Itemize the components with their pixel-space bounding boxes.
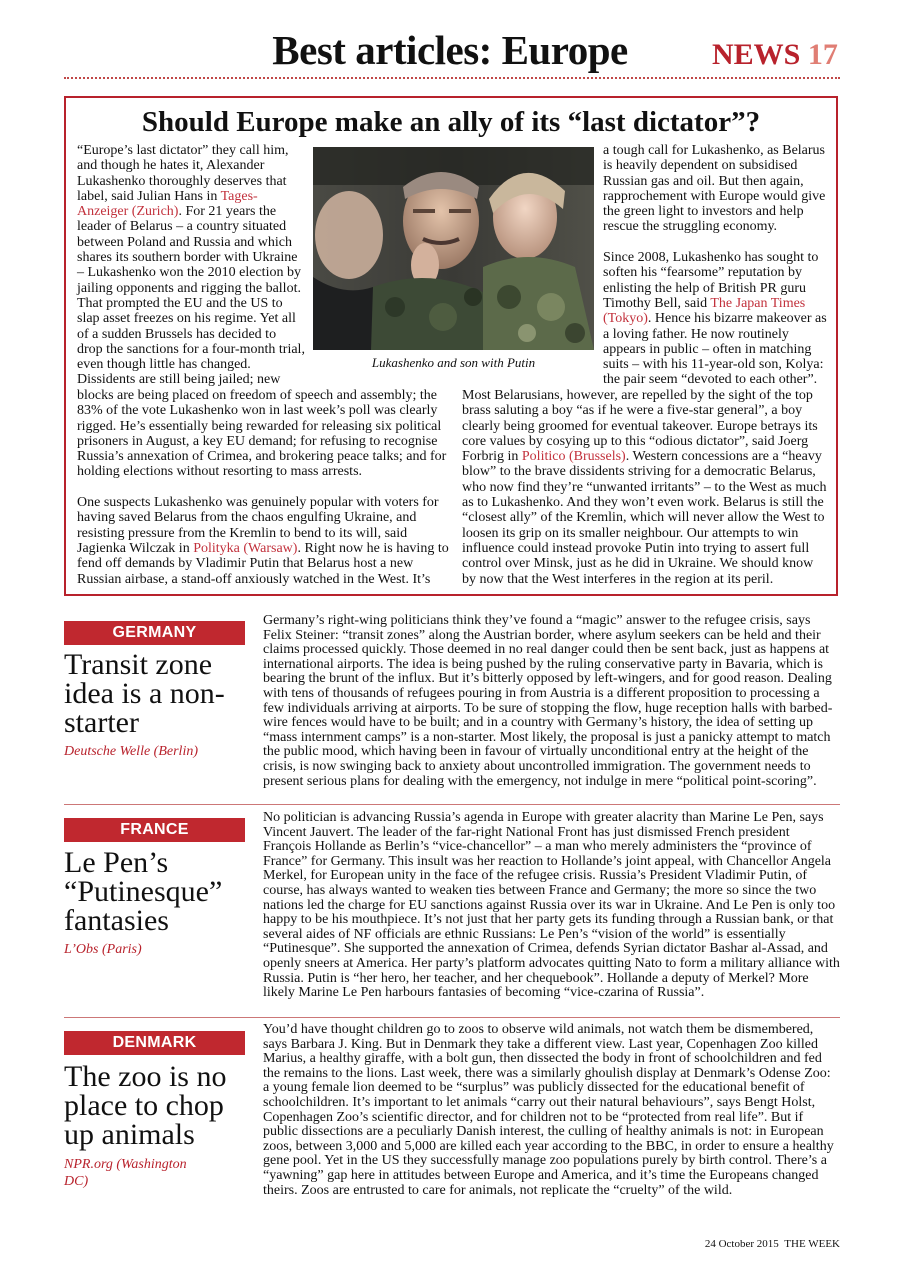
paragraph: blocks are being placed on freedom of speech and assembly; the 83% of the vote Lukashenko won in last week’s poll was clearly rigged. He’s essentially being rewarded for releasing six political prisoners in August, a key EU demand; for refusing to recognise Russia’s annexation of Crimea, and brokering peace talks; and for holding elections without resorting to mass arrests. [77, 388, 447, 480]
paragraph: a tough call for Lukashenko, as Belarus is heavily dependent on subsidised Russian gas and oil. But then again, rapprochement with Europe would give the green light to investors and help rescue the struggling economy. [603, 143, 826, 235]
feature-lower-left [77, 388, 452, 587]
section-body: You’d have thought children go to zoos to observe wild animals, not watch them be dismembered, says Barbara J. King. But in Denmark they take a different view. Last year, Copenhagen Zoo killed Marius, a healthy giraffe, with a bolt gun, then dissected the body in front of schoolchildren and fed the remains to the lions. Last week, there was a similarly ghoulish display at Denmark’s Odense Zoo: a young female lion deemed to be “surplus” was publicly dissected for the educational benefit of schoolchildren. It’s important to let animals “carry out their natural behaviours”, says Bengt Holst, Copenhagen Zoo’s scientific director, and for children not to be “protected from real life”. But if public dissections are a peculiarly Danish interest, the culling of healthy animals is not: in European zoos, between 3,000 and 5,000 are killed each year according to the BBC, in order to ensure a healthy gene pool. Yet in the US they successfully manage zoo populations purely by birth control. There’s a “yawning” gap here in attitudes between Europe and America, and it’s time the Europeans changed theirs. Zoos are entrusted to care for animals, not replicate the “cruelty” of the wild. [263, 1022, 834, 1198]
section-label [712, 38, 838, 72]
text-run: . For 21 years the leader of Belarus – a country situated between Poland and Russia and which shares its southern border with Ukraine – Lukashenko won the 2010 election by jailing opponents and rigging the ballot. That prompted the EU and the US to slap asset freezes on his regime. Yet all of a sudden Brussels has decided to drop the sanctions for a four-month trial, even though little has changed. Dissidents are still being jailed; new [77, 204, 305, 388]
section-body: Germany’s right-wing politicians think they’ve found a “magic” answer to the refugee crisis, says Felix Steiner: “transit zones” along the Austrian border, where asylum seekers can be held and their claims processed quickly. Those deemed in no real danger could then be sent back, just as happens at international airports. The idea is being pushed by the ruling conservative party in Bavaria, which is bearing the brunt of the influx. But it’s bitterly opposed by left-wingers, and for good reason. Dealing with tens of thousands of refugees pouring in from Austria is a different proposition to processing a few individuals arriving at airports. To be sure of stopping the flow, huge reception halls with barbed-wire fences would have to be built; and in a country with Germany’s history, the idea of setting up “mass internment camps” is a non-starter. Most likely, the proposal is just a panicky attempt to match the public mood, which having been in favour of virtually unconditional entry at the height of the crisis, is now swinging back to anxiety about uncontrolled immigration. The government needs to present serious plans for dealing with the emergency, not indulge in mere “political point-scoring”. [263, 613, 833, 789]
source-link[interactable]: Politico (Brussels) [521, 449, 626, 465]
header-divider [64, 77, 840, 79]
page-number: 17 [807, 38, 838, 71]
country-tag: FRANCE [64, 818, 245, 842]
section-divider [64, 1017, 840, 1018]
text-run: . Hence his bizarre makeover as a loving father. He now routinely appears in public – often in matching suits – with his 11-year-old son, Kolya: the pair seem “devoted to each other”. [603, 311, 827, 388]
country-tag: GERMANY [64, 621, 245, 645]
section-source: Deutsche Welle (Berlin) [64, 744, 198, 759]
source-link[interactable]: Polityka (Warsaw) [193, 540, 298, 556]
section-headline: Transit zone idea is a non-starter [64, 648, 225, 739]
page-title: Best articles: Europe [272, 27, 628, 73]
feature-photo [313, 147, 594, 350]
section-body: No politician is advancing Russia’s agenda in Europe with greater alacrity than Marine Le Pen, says Vincent Jauvert. The leader of the far-right National Front has just dismissed French president François Hollande as Berlin’s “vice-chancellor” – a man who merely administers the “province of France” for Germany. This insult was her reaction to Hollande’s joint appeal, with Chancellor Angela Merkel, for European unity in the face of the refugee crisis. Russia’s President Vladimir Putin, of course, has always wanted to weaken ties between France and Germany; the more so since the two nations led the charge for EU sanctions against Russia over its war in Ukraine. And Le Pen is only too happy to be his mouthpiece. It’s not just that her party gets its funding through a Russian bank, or that several aides of NF officials are ethnic Russians: Le Pen’s “vision of the world” is essentially “Putinesque”. She supported the annexation of Crimea, defends Syrian dictator Bashar al-Assad, and openly sneers at America. Her party’s platform advocates quitting Nato to form a military alliance with Russia. Putin is “her hero, her teacher, and her chequebook”. Hollande a deputy of Merkel? More likely Marine Le Pen harbours fantasies of becoming “vice-czarina of Russia”. [263, 810, 840, 1001]
feature-column-left [77, 143, 305, 388]
text-run: Most Belarusians, however, are repelled by the sight of the top brass saluting a boy “as if he were a five-star general”, a boy clearly being groomed for eventual takeover. Europe betrays its core values by cosying up to this “odious dictator”, said Joerg Forbrig in [462, 388, 818, 465]
source-link[interactable]: Tages-Anzeiger (Zurich) [77, 188, 258, 220]
feature-lower-right [462, 388, 829, 587]
section-divider [64, 804, 840, 805]
text-run: “Europe’s last dictator” they call him, and though he hates it, Alexander Lukashenko thoroughly deserves that label, said Julian Hans in [77, 143, 289, 204]
page-footer [680, 1237, 840, 1251]
feature-title: Should Europe make an ally of its “last dictator”? [141, 106, 761, 138]
text-run: One suspects Lukashenko was genuinely popular with voters for having saved Belarus from the chaos engulfing Ukraine, and resisting pressure from the Kremlin to bend to its will, said Jagienka Wilczak in [77, 495, 439, 556]
source-link[interactable]: The Japan Times (Tokyo) [603, 295, 806, 327]
section-name: NEWS [712, 38, 801, 71]
section-source: NPR.org (Washington DC) [64, 1157, 187, 1189]
photo-image [313, 147, 594, 350]
footer-date: 24 October 2015 [704, 1238, 779, 1250]
text-run: . Western concessions are a “heavy blow” to the brave dissidents striving for a democratic Belarus, who now find they’re “unwanted irritants” – to the West as much as to Lukashenko. And they won’t even work. Belarus is still the “closest ally” of the Kremlin, which will never allow the West to loosen its grip on its smaller neighbour. Our attempts to win influence could instead provoke Putin into trying to assert full control over Minsk, just as he did in Ukraine. We should know by now that the West interferes in the region at its peril. [462, 449, 827, 587]
section-headline: The zoo is no place to chop up animals [64, 1060, 227, 1151]
text-run: Since 2008, Lukashenko has sought to soften his “fearsome” reputation by enlisting the help of British PR guru Timothy Bell, said [603, 250, 819, 311]
section-headline: Le Pen’s “Putinesque” fantasies [64, 846, 223, 937]
footer-publication: THE WEEK [784, 1238, 840, 1250]
section-source: L’Obs (Paris) [64, 942, 142, 957]
text-run: . Right now he is having to fend off demands by Vladimir Putin that Belarus host a new Russian airbase, a stand-off anxiously watched in the West. It’s [77, 540, 449, 587]
feature-column-right [603, 143, 829, 388]
photo-caption: Lukashenko and son with Putin [371, 355, 536, 370]
country-tag: DENMARK [64, 1031, 245, 1055]
